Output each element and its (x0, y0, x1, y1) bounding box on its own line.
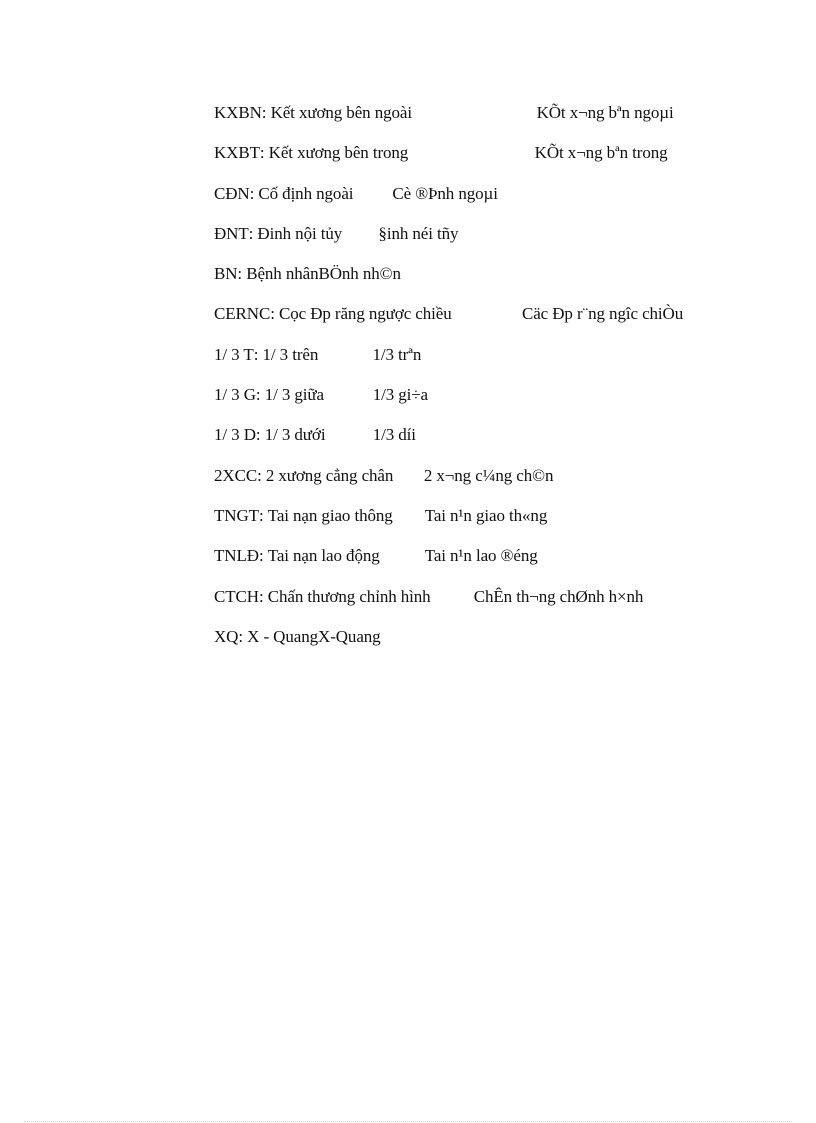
abbreviation-meaning-legacy: Tai n¹n lao ®éng (424, 546, 538, 566)
abbreviation-code: 2XCC (214, 465, 258, 485)
abbreviation-meaning-legacy: X-Quang (318, 626, 381, 646)
abbreviation-meaning-legacy: KÕt x¬ng bªn ngoµi (536, 103, 674, 122)
abbreviation-row: XQ: X - QuangX-Quang (214, 624, 774, 664)
abbreviation-row: CTCH: Chấn thương chỉnh hình ChÊn th¬ng chØnh h×nh (214, 584, 774, 624)
abbreviation-meaning: X - Quang (247, 626, 319, 646)
abbreviation-meaning: 1/ 3 trên (262, 344, 319, 364)
abbreviation-code: KXBN (214, 103, 262, 122)
abbreviation-meaning: Cọc Đp răng ngược chiều (278, 304, 452, 324)
abbreviation-code: CĐN (214, 183, 250, 203)
abbreviation-row: TNLĐ: Tai nạn lao động Tai n¹n lao ®éng (214, 543, 774, 583)
abbreviation-code: 1/ 3 G (214, 385, 256, 405)
abbreviation-row: TNGT: Tai nạn giao thông Tai n¹n giao th«ng (214, 503, 774, 543)
abbreviation-meaning-legacy: BÖnh nh©n (318, 264, 401, 284)
abbreviation-row: ĐNT: Đinh nội tủy §inh néi tñy (214, 221, 774, 261)
abbreviation-meaning-legacy: 1/3 gi÷a (372, 385, 428, 405)
abbreviation-meaning: Tai nạn lao động (267, 546, 380, 566)
abbreviation-row: BN: Bệnh nhânBÖnh nh©n (214, 261, 774, 301)
abbreviation-meaning: 1/ 3 dưới (264, 425, 326, 445)
abbreviation-meaning: Cố định ngoài (258, 183, 354, 203)
abbreviation-meaning: Kết xương bên ngoài (270, 103, 412, 122)
abbreviation-row: 1/ 3 G: 1/ 3 giữa 1/3 gi÷a (214, 382, 774, 422)
abbreviation-meaning-legacy: 1/3 díi (372, 425, 416, 445)
abbreviation-meaning-legacy: ChÊn th¬ng chØnh h×nh (473, 586, 644, 606)
abbreviation-row: 2XCC: 2 xương cẳng chân 2 x¬ng c¼ng ch©n (214, 463, 774, 503)
abbreviation-meaning: Chấn thương chỉnh hình (267, 586, 431, 606)
abbreviation-code: XQ (214, 626, 239, 646)
abbreviation-meaning-legacy: 1/3 trªn (372, 344, 422, 364)
abbreviation-code: CERNC (214, 304, 271, 324)
abbreviation-row: CĐN: Cố định ngoài Cè ®Þnh ngoµi (214, 181, 774, 221)
abbreviation-meaning-legacy: KÕt x¬ng bªn trong (534, 143, 668, 163)
abbreviation-meaning-legacy: Cè ®Þnh ngoµi (392, 183, 498, 203)
abbreviation-row: CERNC: Cọc Đp răng ngược chiều Cäc Ðp r¨ng ngîc chiÒu (214, 301, 774, 341)
abbreviation-meaning-legacy: Tai n¹n giao th«ng (424, 505, 548, 525)
abbreviation-meaning: 2 xương cẳng chân (265, 465, 394, 485)
abbreviation-row: 1/ 3 D: 1/ 3 dưới 1/3 díi (214, 422, 774, 462)
abbreviation-code: BN (214, 264, 238, 284)
abbreviation-code: KXBT (214, 143, 260, 163)
abbreviation-code: 1/ 3 T (214, 344, 254, 364)
abbreviation-meaning: 1/ 3 giữa (264, 385, 324, 405)
abbreviation-meaning: Bệnh nhân (246, 264, 319, 284)
abbreviation-row: 1/ 3 T: 1/ 3 trên 1/3 trªn (214, 342, 774, 382)
abbreviation-meaning-legacy: §inh néi tñy (378, 223, 459, 243)
abbreviation-meaning: Kết xương bên trong (268, 143, 409, 163)
abbreviation-code: TNGT (214, 505, 259, 525)
abbreviation-row: KXBN: Kết xương bên ngoài KÕt x¬ng bªn ngoµi (214, 100, 774, 140)
abbreviation-list (214, 100, 774, 664)
abbreviation-meaning-legacy: Cäc Ðp r¨ng ngîc chiÒu (521, 304, 684, 324)
abbreviation-row: KXBT: Kết xương bên trong KÕt x¬ng bªn trong (214, 140, 774, 180)
abbreviation-meaning: Đinh nội tủy (257, 223, 343, 243)
abbreviation-code: CTCH (214, 586, 259, 606)
abbreviation-code: TNLĐ (214, 546, 259, 566)
abbreviation-meaning-legacy: 2 x¬ng c¼ng ch©n (423, 465, 554, 485)
abbreviation-code: ĐNT (214, 223, 249, 243)
abbreviation-meaning: Tai nạn giao thông (267, 505, 393, 525)
page-bottom-divider (24, 1121, 792, 1122)
abbreviation-code: 1/ 3 D (214, 425, 256, 445)
